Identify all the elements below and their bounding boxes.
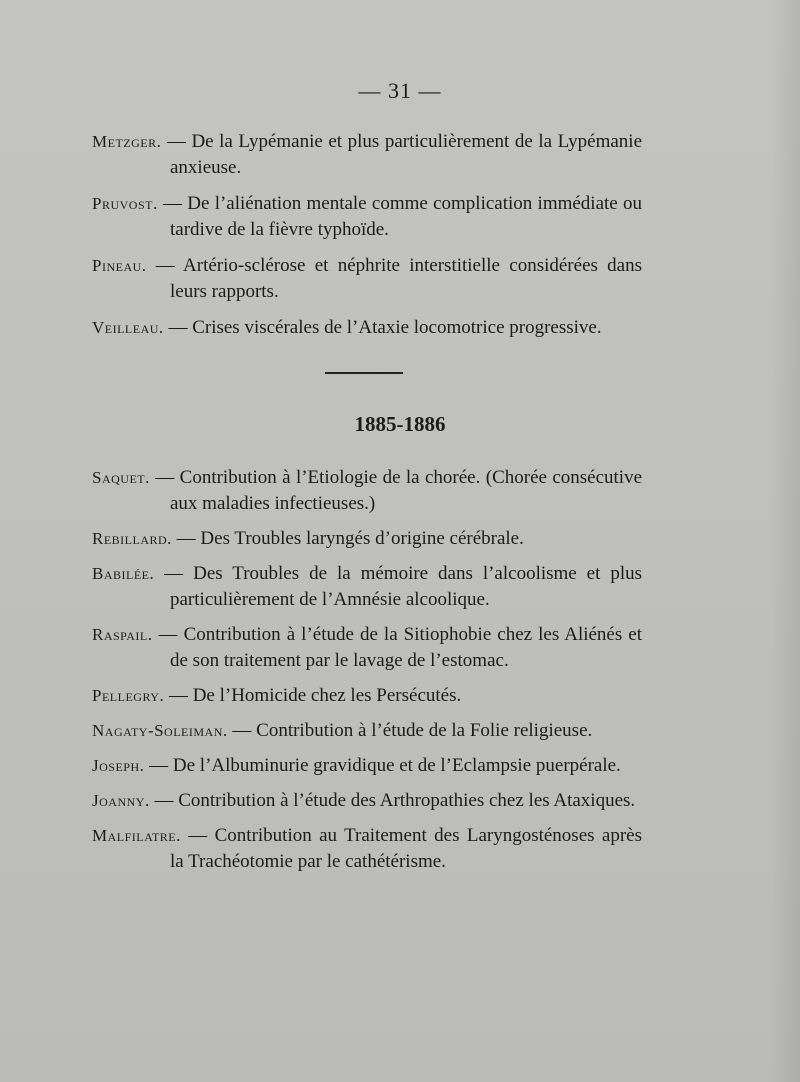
entry-separator: — — [146, 255, 184, 276]
entry-author: Pineau. — [92, 256, 147, 275]
entry-separator: — — [149, 790, 179, 811]
thesis-entry — [92, 753, 642, 779]
thesis-entry — [92, 191, 642, 243]
entry-author: Pruvost. — [92, 194, 158, 213]
entry-separator: — — [154, 563, 194, 584]
entry-separator: — — [171, 528, 201, 549]
entry-author: Pellegry. — [92, 686, 165, 705]
entry-title: Contribution à l’étude des Arthropathies chez les Ataxiques. — [178, 790, 636, 811]
page-edge-shadow — [770, 0, 800, 1082]
page-number: — 31 — — [358, 78, 442, 103]
entry-author: Joanny. — [92, 791, 150, 810]
entry-author: Rebillard. — [92, 529, 172, 548]
thesis-entry — [92, 561, 642, 613]
entry-title: Contribution à l’étude de la Folie religieuse. — [256, 720, 593, 741]
entry-author: Nagaty-Soleiman. — [92, 721, 228, 740]
entry-title: Contribution au Traitement des Laryngosténoses après la Trachéotomie par le cathétérisme. — [170, 825, 642, 872]
entry-author: Metzger. — [92, 132, 162, 151]
entry-title: Crises viscérales de l’Ataxie locomotrice progressive. — [192, 317, 602, 338]
thesis-entry — [92, 622, 642, 674]
entry-title: Des Troubles de la mémoire dans l’alcoolisme et plus particulièrement de l’Amnésie alcoolique. — [170, 563, 642, 610]
thesis-entry — [92, 465, 642, 517]
thesis-entry — [92, 823, 642, 875]
entry-separator: — — [180, 825, 215, 846]
entry-author: Raspail. — [92, 625, 153, 644]
entry-title: De l’aliénation mentale comme complication immédiate ou tardive de la fièvre typhoïde. — [170, 193, 643, 240]
entry-separator: — — [149, 467, 180, 488]
entry-separator: — — [163, 317, 193, 338]
year-heading: 1885-1886 — [354, 412, 446, 436]
entry-separator: — — [161, 131, 192, 152]
entry-separator: — — [227, 720, 257, 741]
entry-author: Saquet. — [92, 468, 150, 487]
thesis-entry — [92, 788, 642, 814]
section-divider — [325, 372, 403, 374]
thesis-list-1885-1886 — [92, 465, 642, 875]
entry-title: Des Troubles laryngés d’origine cérébrale. — [200, 528, 524, 549]
entry-separator: — — [144, 755, 173, 776]
thesis-entry — [92, 253, 642, 305]
entry-title: De la Lypémanie et plus particulièrement de la Lypémanie anxieuse. — [170, 131, 643, 178]
thesis-entry — [92, 315, 642, 341]
entry-title: De l’Homicide chez les Persécutés. — [192, 685, 462, 706]
entry-title: Contribution à l’étude de la Sitiophobie chez les Aliénés et de son traitement par le lavage de l’estomac. — [170, 624, 642, 671]
entry-title: Contribution à l’Etiologie de la chorée. (Chorée consécutive aux maladies infectieuses.) — [170, 467, 642, 514]
thesis-entry — [92, 129, 642, 181]
entry-title: De l’Albuminurie gravidique et de l’Eclampsie puerpérale. — [172, 755, 621, 776]
entry-separator: — — [157, 193, 188, 214]
entry-author: Malfilatre. — [92, 826, 181, 845]
entry-separator: — — [164, 685, 193, 706]
entry-author: Veilleau. — [92, 318, 164, 337]
thesis-entry — [92, 718, 642, 744]
thesis-list-1884 — [92, 129, 642, 341]
entry-author: Joseph. — [92, 756, 145, 775]
entry-author: Babilée. — [92, 564, 155, 583]
thesis-entry — [92, 683, 642, 709]
thesis-entry — [92, 526, 642, 552]
entry-title: Artério-sclérose et néphrite interstitielle considérées dans leurs rapports. — [170, 255, 642, 302]
entry-separator: — — [152, 624, 184, 645]
